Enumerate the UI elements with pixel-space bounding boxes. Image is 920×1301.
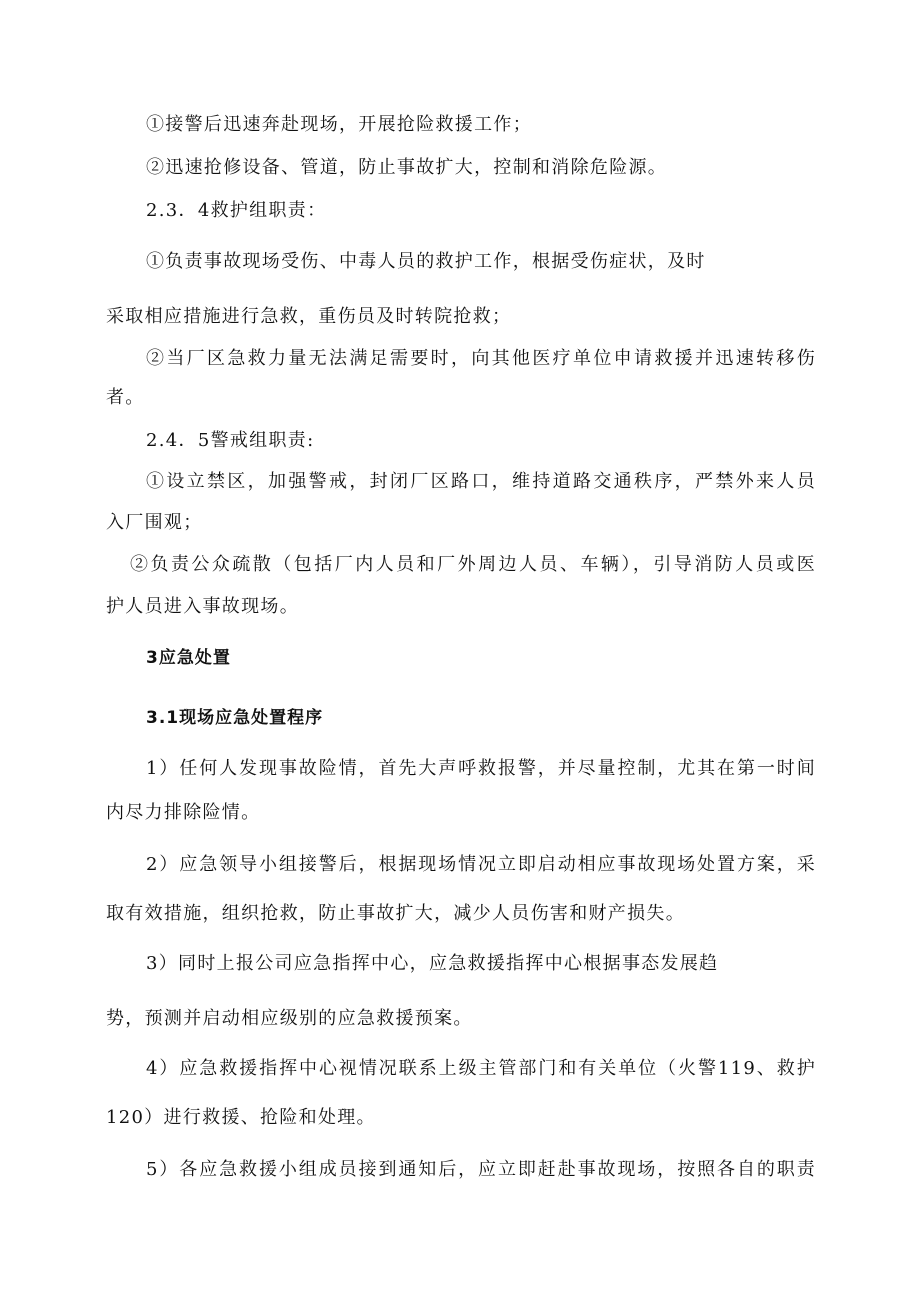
paragraph-line-19: 3）同时上报公司应急指挥中心，应急救援指挥中心根据事态发展趋: [146, 953, 719, 974]
paragraph-line-4: ①负责事故现场受伤、中毒人员的救护工作，根据受伤症状，及时: [146, 251, 706, 272]
paragraph-line-21: 4）应急救援指挥中心视情况联系上级主管部门和有关单位（火警119、救护: [146, 1058, 816, 1079]
paragraph-line-5: 采取相应措施进行急救，重伤员及时转院抢救；: [106, 306, 512, 327]
paragraph-line-20: 势，预测并启动相应级别的应急救援预案。: [106, 1008, 473, 1029]
paragraph-line-9: ①设立禁区，加强警戒，封闭厂区路口，维持道路交通秩序，严禁外来人员: [146, 471, 816, 492]
paragraph-line-23: 5）各应急救援小组成员接到通知后，应立即赶赴事故现场，按照各自的职责: [146, 1159, 816, 1180]
paragraph-line-7: 者。: [106, 387, 145, 408]
paragraph-line-10: 入厂围观；: [106, 512, 203, 533]
paragraph-line-22: 120）进行救援、抢险和处理。: [106, 1107, 376, 1128]
paragraph-line-17: 2）应急领导小组接警后，根据现场情况立即启动相应事故现场处置方案，采: [146, 854, 816, 875]
paragraph-line-6: ②当厂区急救力量无法满足需要时，向其他医疗单位申请救援并迅速转移伤: [146, 348, 816, 369]
paragraph-line-1: ①接警后迅速奔赴现场，开展抢险救援工作；: [146, 114, 532, 135]
section-heading-3: 3应急处置: [146, 648, 231, 668]
paragraph-line-12: 护人员进入事故现场。: [106, 596, 299, 617]
section-heading-3-1: 3.1现场应急处置程序: [146, 708, 324, 728]
paragraph-line-2: ②迅速抢修设备、管道，防止事故扩大，控制和消除危险源。: [146, 157, 668, 178]
paragraph-line-16: 内尽力排除险情。: [106, 802, 261, 823]
paragraph-line-15: 1）任何人发现事故险情，首先大声呼救报警，并尽量控制，尤其在第一时间: [146, 758, 816, 779]
paragraph-line-11: ②负责公众疏散（包括厂内人员和厂外周边人员、车辆），引导消防人员或医: [130, 554, 816, 575]
section-heading-2-3-4: 2.3．4救护组职责：: [146, 200, 327, 221]
paragraph-line-18: 取有效措施，组织抢救，防止事故扩大，减少人员伤害和财产损失。: [106, 903, 685, 924]
section-heading-2-4-5: 2.4．5警戒组职责:: [146, 430, 315, 451]
